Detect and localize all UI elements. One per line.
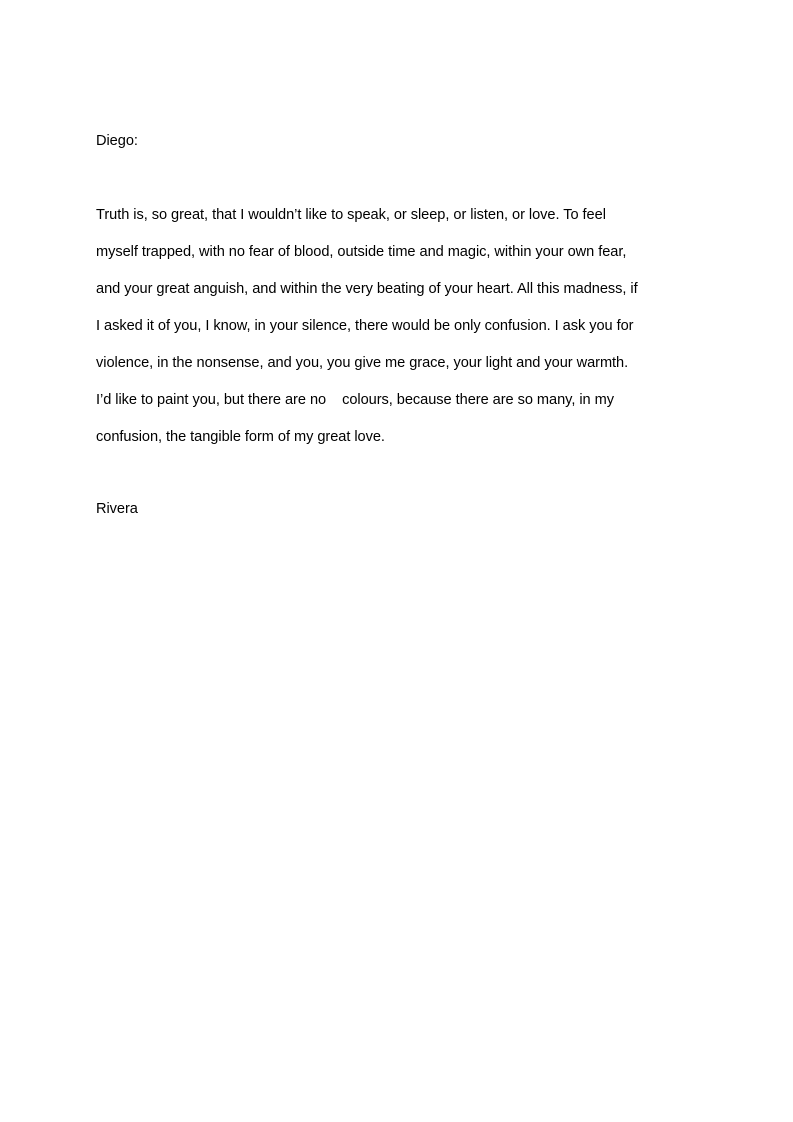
letter-body-line: Truth is, so great, that I wouldn’t like to speak, or sleep, or listen, or love. To feel — [96, 207, 606, 223]
letter-body-line: I asked it of you, I know, in your silence, there would be only confusion. I ask you for — [96, 318, 634, 334]
letter-signature: Rivera — [96, 501, 138, 517]
letter-body-line: and your great anguish, and within the very beating of your heart. All this madness, if — [96, 281, 638, 297]
letter-body-line: violence, in the nonsense, and you, you give me grace, your light and your warmth. — [96, 355, 629, 371]
letter-body-line: I’d like to paint you, but there are no colours, because there are so many, in my — [96, 392, 614, 408]
letter-body-line: myself trapped, with no fear of blood, outside time and magic, within your own fear, — [96, 244, 627, 260]
letter-body-line: confusion, the tangible form of my great love. — [96, 429, 385, 445]
letter-salutation: Diego: — [96, 133, 138, 149]
